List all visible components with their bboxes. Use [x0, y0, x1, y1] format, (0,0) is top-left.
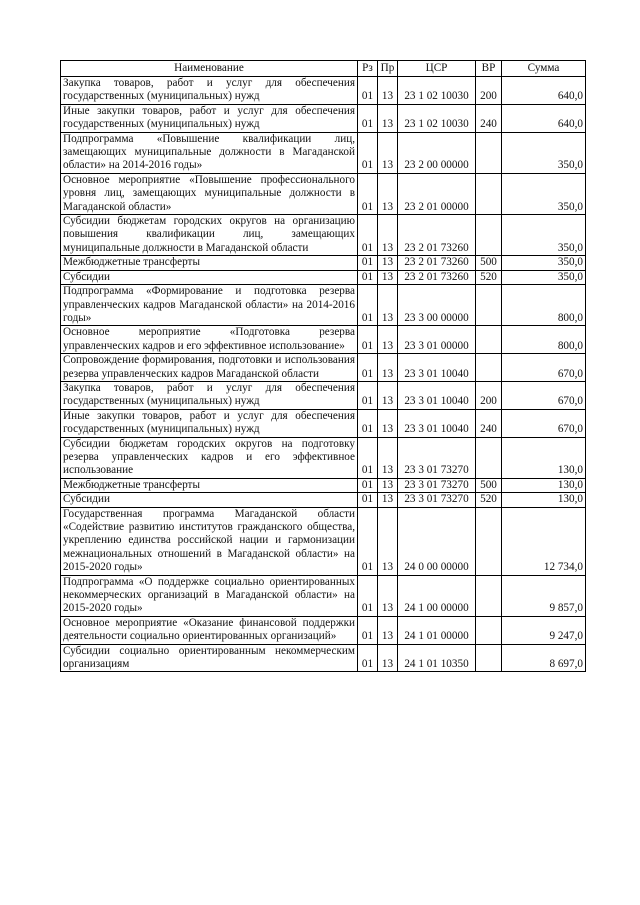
table-row: [61, 575, 586, 616]
cell-csr: 23 3 01 73270: [398, 478, 476, 492]
cell-csr: 24 1 01 00000: [398, 616, 476, 644]
table-row: [61, 381, 586, 409]
cell-rz: 01: [358, 409, 378, 437]
cell-csr: 23 3 00 00000: [398, 285, 476, 326]
cell-csr: 23 2 01 73260: [398, 270, 476, 284]
cell-vr: [476, 354, 502, 382]
cell-csr: 23 3 01 73270: [398, 437, 476, 478]
cell-pr: 13: [378, 132, 398, 173]
cell-rz: 01: [358, 354, 378, 382]
cell-vr: 520: [476, 270, 502, 284]
cell-pr: 13: [378, 256, 398, 270]
cell-vr: [476, 616, 502, 644]
cell-name: Субсидии бюджетам городских округов на организацию повышения квалификации лиц, замещающих муниципальные должности в Магаданской области: [61, 215, 358, 256]
cell-csr: 23 1 02 10030: [398, 104, 476, 132]
cell-pr: 13: [378, 381, 398, 409]
cell-rz: 01: [358, 132, 378, 173]
table-row: [61, 326, 586, 354]
cell-sum: 8 697,0: [502, 644, 586, 672]
cell-sum: 350,0: [502, 256, 586, 270]
cell-pr: 13: [378, 77, 398, 105]
cell-pr: 13: [378, 104, 398, 132]
cell-vr: 520: [476, 493, 502, 507]
cell-name: Межбюджетные трансферты: [61, 256, 358, 270]
cell-name: Основное мероприятие «Подготовка резерва управленческих кадров и его эффективное использование»: [61, 326, 358, 354]
cell-sum: 640,0: [502, 104, 586, 132]
cell-rz: 01: [358, 104, 378, 132]
table-row: [61, 270, 586, 284]
cell-vr: [476, 132, 502, 173]
table-row: [61, 493, 586, 507]
cell-vr: [476, 326, 502, 354]
cell-rz: 01: [358, 215, 378, 256]
header-vr: ВР: [476, 61, 502, 77]
cell-name: Межбюджетные трансферты: [61, 478, 358, 492]
cell-vr: [476, 285, 502, 326]
cell-name: Субсидии бюджетам городских округов на подготовку резерва управленческих кадров и его эффективное использование: [61, 437, 358, 478]
table-row: [61, 354, 586, 382]
cell-name: Иные закупки товаров, работ и услуг для обеспечения государственных (муниципальных) нужд: [61, 104, 358, 132]
cell-vr: [476, 173, 502, 214]
cell-sum: 130,0: [502, 493, 586, 507]
cell-csr: 23 2 01 73260: [398, 256, 476, 270]
cell-sum: 12 734,0: [502, 507, 586, 575]
cell-vr: [476, 575, 502, 616]
cell-pr: 13: [378, 478, 398, 492]
budget-table: [60, 60, 586, 672]
cell-pr: 13: [378, 173, 398, 214]
cell-sum: 350,0: [502, 132, 586, 173]
table-row: [61, 173, 586, 214]
cell-sum: 350,0: [502, 173, 586, 214]
cell-name: Основное мероприятие «Оказание финансовой поддержки деятельности социально ориентированных организаций»: [61, 616, 358, 644]
table-row: [61, 215, 586, 256]
cell-name: Субсидии социально ориентированным некоммерческим организациям: [61, 644, 358, 672]
cell-rz: 01: [358, 256, 378, 270]
cell-name: Субсидии: [61, 270, 358, 284]
cell-vr: 500: [476, 478, 502, 492]
header-csr: ЦСР: [398, 61, 476, 77]
cell-vr: [476, 644, 502, 672]
cell-name: Подпрограмма «Повышение квалификации лиц, замещающих муниципальные должности в Магаданской области» на 2014-2016 годы»: [61, 132, 358, 173]
cell-pr: 13: [378, 616, 398, 644]
table-row: [61, 104, 586, 132]
table-header-row: [61, 61, 586, 77]
cell-rz: 01: [358, 173, 378, 214]
cell-sum: 350,0: [502, 215, 586, 256]
cell-vr: 200: [476, 77, 502, 105]
cell-pr: 13: [378, 437, 398, 478]
cell-rz: 01: [358, 326, 378, 354]
table-row: [61, 616, 586, 644]
cell-vr: [476, 437, 502, 478]
header-sum: Сумма: [502, 61, 586, 77]
cell-rz: 01: [358, 507, 378, 575]
cell-csr: 23 2 01 00000: [398, 173, 476, 214]
cell-csr: 23 3 01 10040: [398, 381, 476, 409]
cell-name: Подпрограмма «О поддержке социально ориентированных некоммерческих организаций в Магаданской области» на 2015-2020 годы»: [61, 575, 358, 616]
cell-csr: 24 0 00 00000: [398, 507, 476, 575]
cell-csr: 23 2 00 00000: [398, 132, 476, 173]
table-row: [61, 256, 586, 270]
cell-pr: 13: [378, 644, 398, 672]
table-row: [61, 507, 586, 575]
cell-name: Закупка товаров, работ и услуг для обеспечения государственных (муниципальных) нужд: [61, 381, 358, 409]
table-row: [61, 409, 586, 437]
cell-csr: 23 2 01 73260: [398, 215, 476, 256]
cell-rz: 01: [358, 77, 378, 105]
cell-sum: 800,0: [502, 285, 586, 326]
cell-rz: 01: [358, 644, 378, 672]
cell-csr: 23 3 01 10040: [398, 409, 476, 437]
cell-sum: 9 247,0: [502, 616, 586, 644]
cell-sum: 9 857,0: [502, 575, 586, 616]
cell-rz: 01: [358, 616, 378, 644]
cell-csr: 23 1 02 10030: [398, 77, 476, 105]
cell-csr: 23 3 01 73270: [398, 493, 476, 507]
cell-rz: 01: [358, 285, 378, 326]
header-rz: Рз: [358, 61, 378, 77]
cell-sum: 670,0: [502, 409, 586, 437]
cell-name: Подпрограмма «Формирование и подготовка резерва управленческих кадров Магаданской области» на 2014-2016 годы»: [61, 285, 358, 326]
cell-pr: 13: [378, 409, 398, 437]
cell-name: Основное мероприятие «Повышение профессионального уровня лиц, замещающих муниципальные должности в Магаданской области»: [61, 173, 358, 214]
cell-sum: 670,0: [502, 381, 586, 409]
cell-vr: 200: [476, 381, 502, 409]
cell-sum: 130,0: [502, 478, 586, 492]
cell-name: Закупка товаров, работ и услуг для обеспечения государственных (муниципальных) нужд: [61, 77, 358, 105]
cell-vr: 500: [476, 256, 502, 270]
cell-pr: 13: [378, 575, 398, 616]
cell-sum: 800,0: [502, 326, 586, 354]
cell-pr: 13: [378, 270, 398, 284]
header-pr: Пр: [378, 61, 398, 77]
cell-sum: 350,0: [502, 270, 586, 284]
cell-rz: 01: [358, 478, 378, 492]
cell-csr: 23 3 01 10040: [398, 354, 476, 382]
cell-pr: 13: [378, 326, 398, 354]
cell-name: Субсидии: [61, 493, 358, 507]
cell-pr: 13: [378, 493, 398, 507]
header-name: Наименование: [61, 61, 358, 77]
cell-sum: 640,0: [502, 77, 586, 105]
document-page: [60, 60, 585, 672]
table-row: [61, 77, 586, 105]
cell-sum: 670,0: [502, 354, 586, 382]
cell-name: Сопровождение формирования, подготовки и использования резерва управленческих кадров Магаданской области: [61, 354, 358, 382]
cell-pr: 13: [378, 285, 398, 326]
cell-pr: 13: [378, 507, 398, 575]
cell-vr: [476, 215, 502, 256]
table-row: [61, 437, 586, 478]
cell-rz: 01: [358, 437, 378, 478]
cell-csr: 23 3 01 00000: [398, 326, 476, 354]
table-row: [61, 285, 586, 326]
table-row: [61, 132, 586, 173]
cell-rz: 01: [358, 575, 378, 616]
cell-rz: 01: [358, 381, 378, 409]
cell-vr: 240: [476, 104, 502, 132]
table-row: [61, 478, 586, 492]
cell-name: Иные закупки товаров, работ и услуг для обеспечения государственных (муниципальных) нужд: [61, 409, 358, 437]
table-body: [61, 77, 586, 672]
cell-csr: 24 1 00 00000: [398, 575, 476, 616]
cell-pr: 13: [378, 354, 398, 382]
cell-rz: 01: [358, 493, 378, 507]
cell-rz: 01: [358, 270, 378, 284]
cell-vr: 240: [476, 409, 502, 437]
table-row: [61, 644, 586, 672]
cell-name: Государственная программа Магаданской области «Содействие развитию институтов гражданского общества, укреплению единства российской нации и гармонизации межнациональных отношений в Магаданской области» на 2015-2020 годы»: [61, 507, 358, 575]
cell-csr: 24 1 01 10350: [398, 644, 476, 672]
cell-sum: 130,0: [502, 437, 586, 478]
cell-vr: [476, 507, 502, 575]
cell-pr: 13: [378, 215, 398, 256]
